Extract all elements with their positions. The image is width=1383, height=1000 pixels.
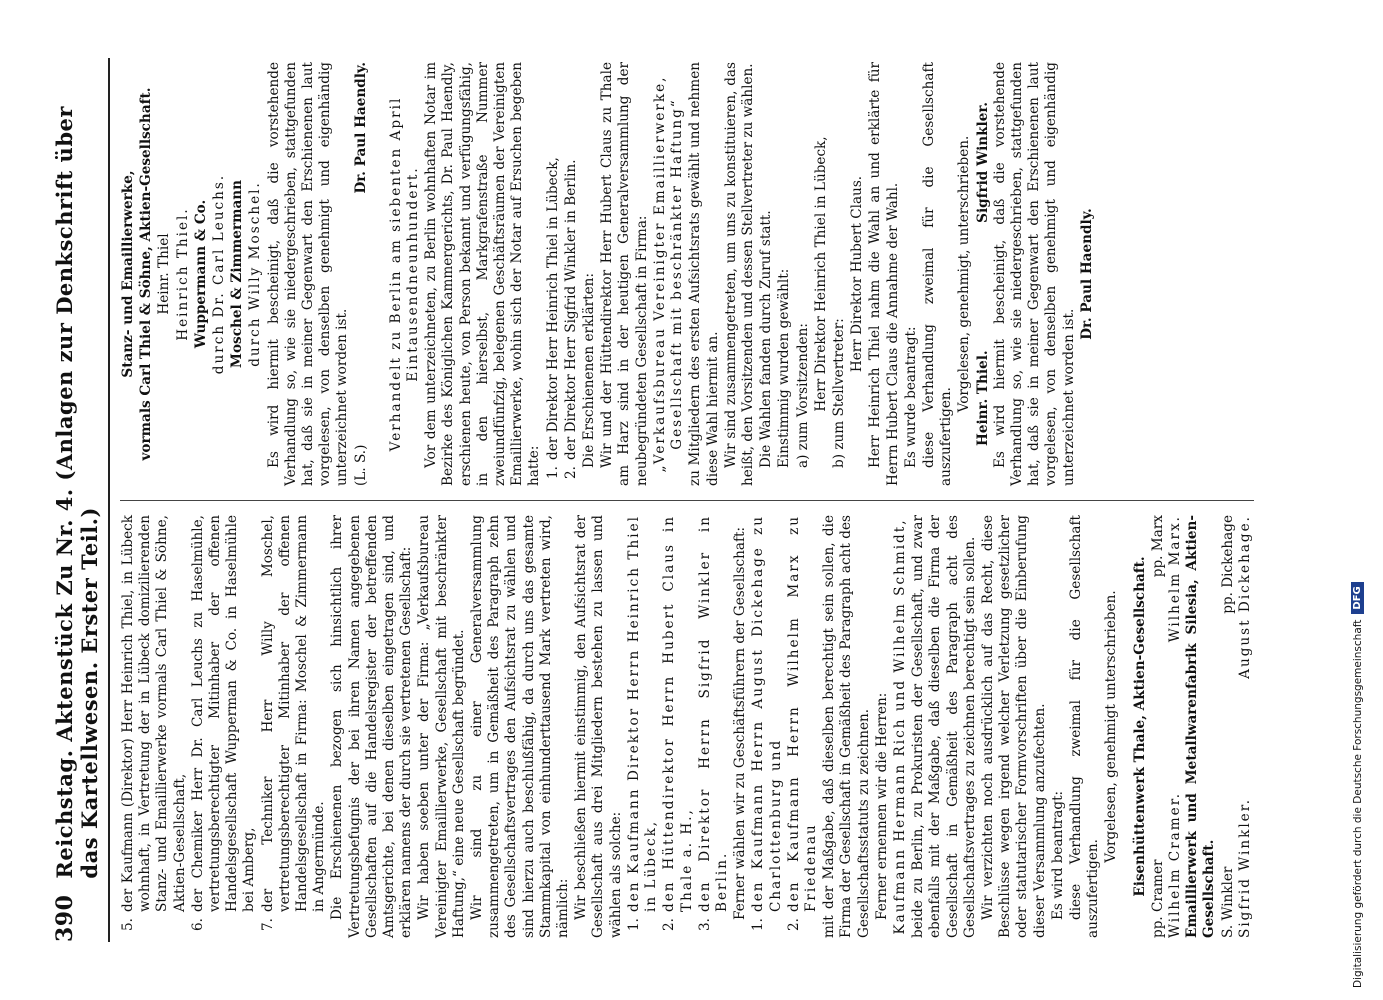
paragraph: Herr Heinrich Thiel nahm die Wahl an und erklärte für Herrn Hubert Claus die Annahme der Wahl. (867, 62, 901, 486)
signature-row (1167, 515, 1184, 938)
paragraph: Die Erschienenen erklärten: (581, 272, 598, 468)
item-text: der Chemiker Herr Dr. Carl Leuchs zu Haselmühle, vertretungsberechtigter Mitinhaber der offenen Handelsgesellschaft Wupperman & Co. in Haselmühle bei Amberg, (189, 515, 258, 912)
paragraph: a) zum Vorsitzenden: (794, 323, 811, 468)
paragraph: Vorgelesen, genehmigt unterschrieben. (1103, 590, 1120, 863)
paragraph: Ferner wählen wir zu Geschäftsführern der Gesellschaft: (732, 526, 749, 920)
paragraph: beide zu Berlin, zu Prokuristen der Gesellschaft, und zwar ebenfalls mit der Maßgabe, daß dieselben die Firma der Gesellschaft in Gemäßheit des Paragraph acht des Gesellschaftsvertrages zu zeichnen berechtigt sein sollen. (910, 515, 978, 938)
firm-line: durch Willy Moschel. (247, 181, 264, 367)
item-text: den Kaufmann Herrn August Dickehage zu Charlottenburg und (750, 515, 784, 912)
item-number: 2. (562, 466, 579, 479)
list-item (260, 515, 330, 938)
signature-firm: Emaillierwerk und Metallwarenfabrik Silesia, Aktien-Gesellschaft. (1184, 515, 1218, 938)
seal-row (353, 62, 370, 486)
signature-name: Wilhelm Marx. (1166, 515, 1183, 643)
item-number: 2. (661, 918, 678, 931)
side-note-text: Digitalisierung gefördert durch die Deutsche Forschungsgemeinschaft (1351, 619, 1364, 988)
firm-line: vormals Carl Thiel & Söhne, Aktien-Gesellschaft. (138, 87, 155, 461)
signature-row (1150, 515, 1167, 938)
list-item (545, 62, 563, 486)
item-number: 7. (259, 918, 276, 931)
paragraph: diese Verhandlung zweimal für die Gesellschaft auszufertigen. (920, 62, 955, 486)
firm-line: Wuppermann & Co. (192, 199, 209, 349)
notary-signature: Dr. Paul Haendly. (1078, 208, 1095, 340)
paragraph: Wir verzichten noch ausdrücklich auf das Recht, diese Beschlüsse wegen irgend welcher Verletzung gesetzlicher oder statutarischer Formvorschriften über die Einberufung dieser Versammlung anzufechten. (979, 515, 1048, 938)
paragraph: Ferner ernennen wir die Herren: (873, 692, 890, 920)
seal: (L. S.) (352, 444, 369, 486)
item-number: 1. (750, 918, 767, 931)
paragraph: Es wird beantragt: (1049, 790, 1066, 920)
item-text: den Direktor Herrn Sigfrid Winkler in Berlin. (696, 515, 730, 912)
page-number: 390 (52, 894, 78, 942)
dfg-logo: DFG (1351, 582, 1364, 613)
item-number: 1. (544, 466, 561, 479)
firm-line: Heinr. Thiel (156, 233, 173, 315)
side-note (1351, 582, 1364, 988)
item-text: der Kaufmann (Direktor) Herr Heinrich Thiel, in Lübeck wohnhaft, in Vertretung der in Lübeck domizilierenden Stanz- und Emaillierwerke vormals Carl Thiel & Söhne, Aktien-Gesellschaft, (120, 515, 188, 912)
paragraph: Vor dem unterzeichneten, zu Berlin wohnhaften Notar im Bezirke des Königlichen Kammergerichts, Dr. Paul Haendly, erschienen heute, von Person bekannt und verfügungsfähig, in den hierselbst, Markgrafenstraße Nummer zweiundfünfzig, belegenen Geschäftsräumen der Vereinigten Emaillierwerke, wohin sich der Notar auf Ersuchen begeben hatte: (423, 62, 543, 486)
paragraph: Herr Direktor Heinrich Thiel in Lübeck, (812, 136, 829, 412)
left-column (120, 500, 1254, 942)
firm-line: durch Dr. Carl Leuchs. (211, 173, 228, 375)
signature-name: Heinr. Thiel. (974, 350, 991, 446)
signature-pp: S. Winkler (1219, 866, 1236, 938)
paragraph: b) zum Stellvertreter: (830, 318, 847, 468)
firm-line: Stanz- und Emaillierwerke, (120, 170, 136, 378)
running-title: Reichstag. Aktenstück Zu Nr. 4. (Anlagen zur Denkschrift über das Kartellwesen. Erster Teil.) (52, 106, 102, 879)
paragraph: Es wurde beantragt: (902, 326, 919, 468)
item-number: 1. (625, 918, 642, 931)
signature-name: August Dickehage. (1236, 515, 1253, 679)
notary-signature: Dr. Paul Haendly. (352, 62, 369, 194)
firm-line: Heinrich Thiel. (174, 207, 191, 341)
paragraph: Die Wahlen fanden durch Zuruf statt. (758, 210, 775, 468)
signature-row (1220, 515, 1237, 938)
signature-row (1237, 515, 1254, 938)
list-item (190, 515, 260, 938)
signature-row (975, 62, 992, 486)
firm-line: Moschel & Zimmermann (229, 179, 246, 369)
paragraph: mit der Maßgabe, daß dieselben berechtigt sein sollen, die Firma der Gesellschaft in Gemäßheit des Paragraph acht des Gesellschaftsstatuts zu zeichnen. (821, 515, 872, 938)
list-item (661, 515, 696, 938)
paragraph: „Verkaufsbureau Vereinigter Emaillierwerke, Gesellschaft mit beschränkter Haftung“ (651, 75, 686, 473)
signature-name: Sigfrid Winkler. (1236, 797, 1253, 938)
list-item (626, 515, 661, 938)
paragraph: Wir sind zusammengetreten, um uns zu konstituieren, das heißt, den Vorsitzenden und dessen Stellvertreter zu wählen. (722, 62, 756, 486)
list-item (697, 515, 732, 938)
paragraph: Wir haben soeben unter der Firma: „Verkaufsbureau Vereinigter Emaillierwerke, Gesellschaft mit beschränkter Haftung,“ eine neue Gesellschaft begründet. (416, 515, 467, 938)
item-text: der Direktor Herr Sigfrid Winkler in Berlin. (562, 159, 579, 460)
signature-firm: Eisenhüttenwerk Thale, Aktien-Gesellschaft. (1131, 556, 1148, 897)
list-item (120, 515, 190, 938)
signature-name: Sigfrid Winkler. (974, 102, 991, 223)
paragraph: Es wird hiermit bescheinigt, daß die vorstehende Verhandlung so, wie sie niedergeschrieben, stattgefunden hat, daß sie in meiner Gegenwart den Erschienenen laut vorgelesen, von denselben genehmigt und eigenhändig unterzeichnet worden ist. (991, 62, 1077, 486)
two-columns (120, 58, 1254, 942)
paragraph: Wir sind zu einer Generalversammlung zusammengetreten, um in Gemäßheit des Paragraph zehn des Gesellschaftsvertrages den Aufsichtsrat zu wählen und sind hierzu auch beschlußfähig, da durch uns das gesamte Stammkapital von einhunderttausend Mark vertreten wird, nämlich: (469, 515, 572, 938)
list-item (750, 515, 785, 938)
paragraph: Kaufmann Hermann Rich und Wilhelm Schmidt, (891, 518, 908, 935)
paragraph: Einstimmig wurden gewählt: (776, 268, 793, 468)
item-text: den Hüttendirektor Herrn Hubert Claus in Thale a. H., (661, 515, 695, 912)
item-number: 3. (696, 918, 713, 931)
item-number: 5. (120, 918, 136, 931)
paragraph: Wir beschließen hiermit einstimmig, den Aufsichtsrat der Gesellschaft aus drei Mitgliedern bestehen zu lassen und wählen als solche: (573, 515, 624, 938)
paragraph: diese Verhandlung zweimal für die Gesellschaft auszufertigen. (1067, 515, 1102, 938)
item-text: den Kaufmann Direktor Herrn Heinrich Thiel in Lübeck, (625, 515, 660, 912)
item-number: 2. (785, 918, 802, 931)
item-number: 6. (189, 918, 206, 931)
paragraph: Es wird hiermit bescheinigt, daß die vorstehende Verhandlung so, wie sie niedergeschrieben, stattgefunden hat, daß sie in meiner Gegenwart den Erschienenen laut vorgelesen, von denselben genehmigt und eigenhändig unterzeichnet worden ist. (265, 62, 351, 486)
page-header (52, 58, 110, 942)
place-date: Verhandelt zu Berlin am siebenten April Eintausendneunhundert. (387, 96, 422, 452)
paragraph: zu Mitgliedern des ersten Aufsichtsrats gewählt und nehmen diese Wahl hiermit an. (687, 62, 721, 486)
signature-pp: pp. Marx (1149, 515, 1166, 578)
paragraph: Wir und der Hüttendirektor Herr Hubert Claus zu Thale am Harz sind in der heutigen Generalversammlung der neubegründeten Gesellschaft in Firma: (599, 62, 650, 486)
paragraph: Die Erschienenen bezogen sich hinsichtlich ihrer Vertretungsbefugnis der bei ihren Namen angegebenen Gesellschaften auf die Handelsregister der betreffenden Amtsgerichte, bei denen dieselben eingetragen sind, und erklären namens der durch sie vertretenen Gesellschaft: (329, 515, 415, 938)
list-item (786, 515, 821, 938)
signature-pp: pp. Dickehage (1219, 515, 1236, 614)
paragraph: Vorgelesen, genehmigt, unterschrieben. (956, 135, 973, 413)
right-column (120, 58, 1254, 500)
item-text: der Techniker Herr Willy Moschel, vertretungsberechtigter Mitinhaber der offenen Handelsgesellschaft in Firma: Moschel & Zimmermann in Angermünde. (259, 515, 328, 912)
list-item (563, 62, 581, 486)
paragraph: Herr Direktor Hubert Claus. (849, 175, 866, 373)
item-text: den Kaufmann Herrn Wilhelm Marx zu Friedenau (785, 515, 819, 912)
signature-name: Wilhelm Cramer. (1166, 791, 1183, 938)
signature-pp: pp. Cramer (1149, 859, 1166, 938)
item-text: der Direktor Herr Heinrich Thiel in Lübeck, (544, 157, 561, 460)
